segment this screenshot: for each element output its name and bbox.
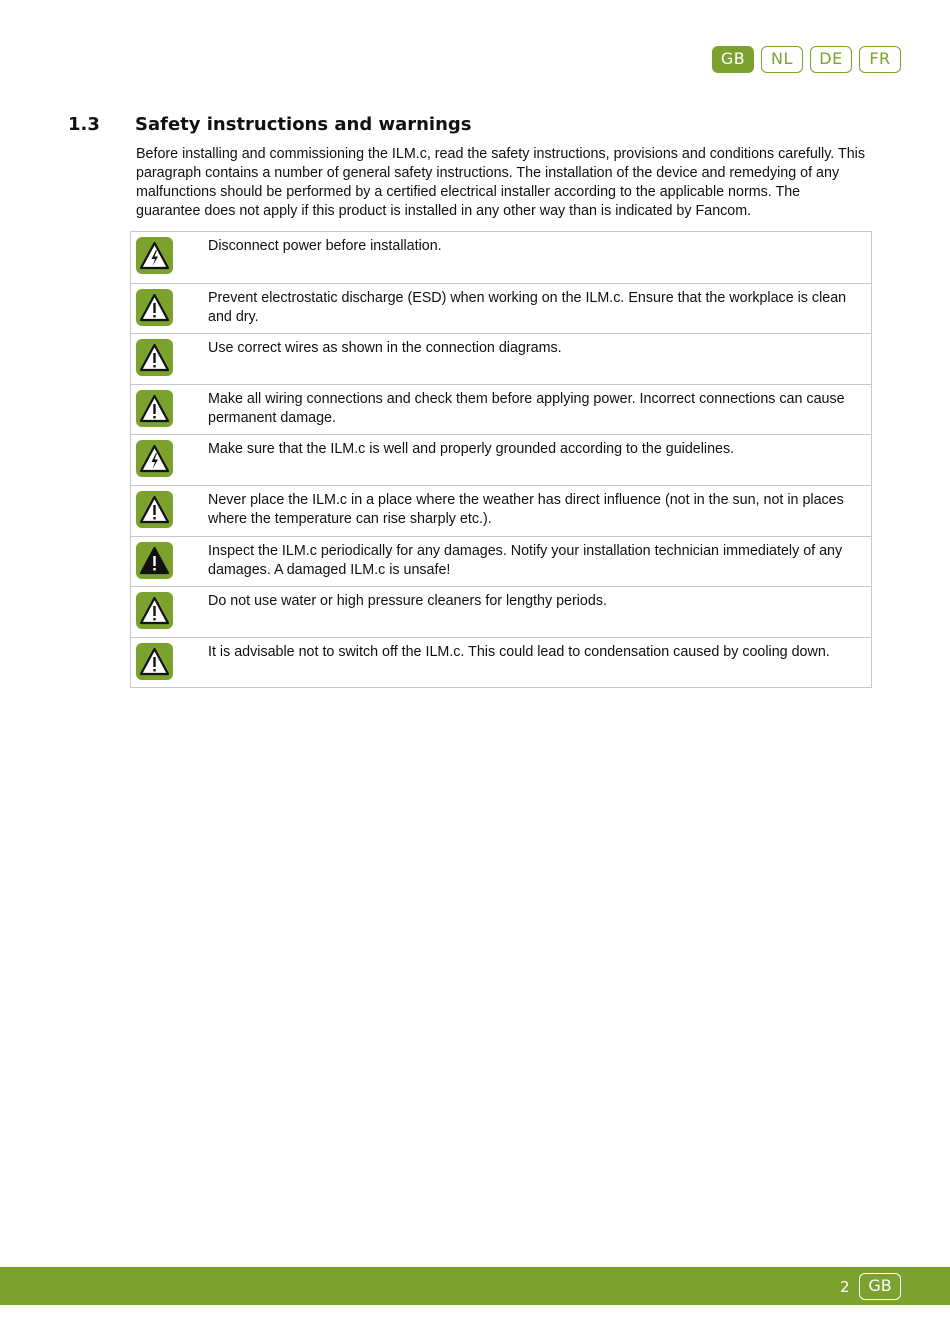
section-number: 1.3 — [68, 114, 100, 135]
electric-hazard-icon — [136, 237, 173, 274]
lang-nl-tab[interactable]: NL — [761, 46, 803, 73]
lang-de-tab[interactable]: DE — [810, 46, 852, 73]
warning-text: Prevent electrostatic discharge (ESD) when working on the ILM.c. Ensure that the workplace is clean and dry. — [208, 289, 847, 325]
warning-text: Make all wiring connections and check them before applying power. Incorrect connections can cause permanent damage. — [208, 390, 845, 426]
warning-row — [131, 586, 871, 637]
warning-row — [131, 232, 871, 283]
warning-row — [131, 434, 871, 485]
lang-fr-tab[interactable]: FR — [859, 46, 901, 73]
section-title: Safety instructions and warnings — [135, 114, 472, 135]
intro-paragraph: Before installing and commissioning the ILM.c, read the safety instructions, provisions and conditions carefully. This paragraph contains a number of general safety instructions. The installation of the device and remedying of any malfunctions should be performed by a certified electrical installer according to the applicable norms. The guarantee does not apply if this product is installed in any other way than is indicated by Fancom. — [136, 146, 865, 219]
warning-text: Disconnect power before installation. — [208, 238, 442, 254]
language-selector — [712, 46, 901, 73]
footer-language-badge: GB — [859, 1273, 901, 1300]
warning-text: Make sure that the ILM.c is well and properly grounded according to the guidelines. — [208, 441, 735, 458]
warning-text: Do not use water or high pressure cleaners for lengthy periods. — [208, 593, 607, 610]
warnings-table — [130, 231, 872, 688]
warning-text: Never place the ILM.c in a place where the weather has direct influence (not in the sun, not in places where the temperature can rise sharply etc.). — [208, 491, 844, 527]
warning-icon — [136, 491, 173, 528]
warning-row — [131, 536, 871, 587]
warning-icon — [136, 289, 173, 326]
warning-row — [131, 637, 871, 688]
warning-row — [131, 485, 871, 536]
warning-icon — [136, 390, 173, 427]
electric-hazard-icon — [136, 440, 173, 477]
danger-icon — [136, 542, 173, 579]
warning-row — [131, 283, 871, 334]
warning-icon — [136, 339, 173, 376]
footer-bar — [0, 1267, 950, 1305]
warning-icon — [136, 643, 173, 680]
warning-text: Inspect the ILM.c periodically for any damages. Notify your installation technician immediately of any damages. A damaged ILM.c is unsafe! — [208, 542, 843, 578]
warning-text: Use correct wires as shown in the connection diagrams. — [208, 340, 562, 357]
warning-text: It is advisable not to switch off the ILM.c. This could lead to condensation caused by cooling down. — [208, 643, 830, 660]
warning-row — [131, 384, 871, 435]
page-number: 2 — [840, 1278, 850, 1296]
lang-gb-tab[interactable]: GB — [712, 46, 754, 73]
warning-icon — [136, 592, 173, 629]
warning-row — [131, 333, 871, 384]
